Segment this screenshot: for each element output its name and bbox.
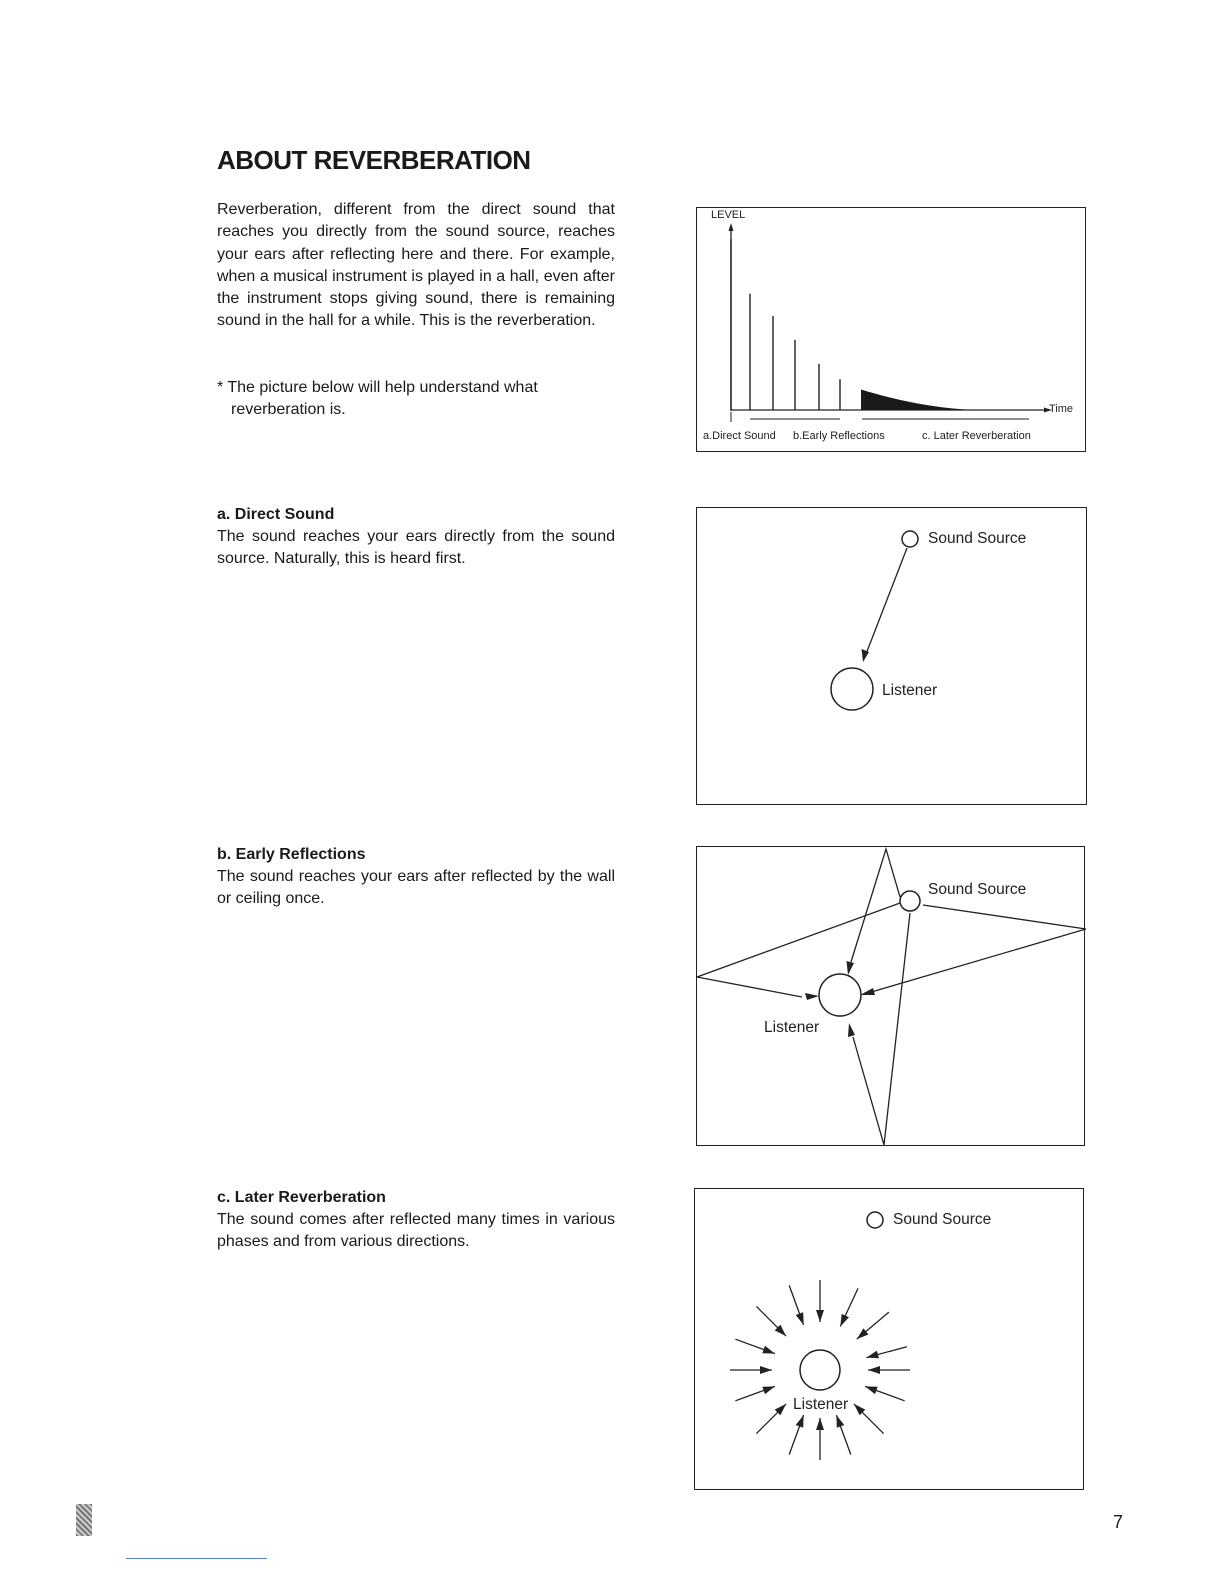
caption-early-reflections: b.Early Reflections: [793, 430, 885, 442]
note-text: * The picture below will help understand what reverberation is.: [217, 379, 538, 419]
scan-artifact: [76, 1504, 92, 1536]
arrow-bottom-icon: [848, 1023, 855, 1037]
right-wall-path: [868, 905, 1086, 993]
section-a-title: a. Direct Sound: [217, 506, 335, 523]
page-title: ABOUT REVERBERATION: [217, 145, 531, 175]
listener-label: Listener: [764, 1019, 820, 1036]
sound-source-label: Sound Source: [928, 530, 1027, 547]
arrow-right-icon: [860, 988, 875, 995]
arrow-left-icon: [805, 993, 819, 1000]
y-axis-label: LEVEL: [711, 209, 746, 221]
sound-source-icon: [902, 531, 918, 547]
footer-rule: [126, 1558, 267, 1559]
sound-source-label: Sound Source: [893, 1211, 992, 1228]
later-reverberation-diagram: [694, 1188, 1084, 1490]
listener-label: Listener: [793, 1396, 849, 1413]
sound-source-icon: [900, 891, 920, 911]
arrowhead-icon: [866, 1351, 879, 1359]
listener-icon: [819, 974, 861, 1016]
direct-sound-diagram: [696, 507, 1087, 805]
listener-icon: [800, 1350, 840, 1390]
arrowhead-icon: [796, 1415, 804, 1428]
level-time-chart: [696, 207, 1086, 452]
arrowhead-icon: [762, 1346, 775, 1354]
left-wall-path: [697, 903, 900, 997]
arrowhead-icon: [816, 1310, 824, 1322]
caption-later-reverberation: c. Later Reverberation: [922, 430, 1031, 442]
section-b-body: The sound reaches your ears after reflected by the wall or ceiling once.: [217, 868, 615, 908]
note-paragraph: [217, 377, 615, 422]
later-reverberation-svg: [695, 1189, 1085, 1491]
early-reflections-diagram: [696, 846, 1085, 1146]
arrowhead-icon: [836, 1415, 844, 1428]
arrowhead-icon: [840, 1314, 849, 1327]
later-reverberation-mark: [861, 390, 972, 411]
arrowhead-icon: [865, 1386, 878, 1394]
direct-path: [866, 548, 907, 654]
sound-source-icon: [867, 1212, 883, 1228]
arrowhead-icon: [760, 1366, 772, 1374]
section-c-title: c. Later Reverberation: [217, 1189, 386, 1206]
page-number: 7: [1112, 1512, 1123, 1532]
caption-direct-sound: a.Direct Sound: [703, 430, 776, 442]
floor-path: [853, 913, 910, 1145]
y-axis-arrow-icon: [729, 223, 734, 231]
arrow-top-icon: [847, 961, 855, 975]
section-a-body: The sound reaches your ears directly from the sound source. Naturally, this is heard first.: [217, 528, 615, 568]
chart-bars: [731, 239, 840, 410]
arrowhead-icon: [816, 1418, 824, 1430]
section-b-title: b. Early Reflections: [217, 846, 366, 863]
early-reflections-svg: [697, 847, 1086, 1147]
intro-paragraph: Reverberation, different from the direct sound that reaches you directly from the sound source, reaches your ears after reflecting here and there. For example, when a musical instrument is played in a hall, even after the instrument stops giving sound, there is remaining sound in the hall for a while. This is the reverberation.: [217, 201, 615, 330]
level-chart-svg: [697, 208, 1087, 453]
arrowhead-icon: [762, 1386, 775, 1394]
listener-icon: [831, 668, 873, 710]
arrowhead-icon: [868, 1366, 880, 1374]
listener-label: Listener: [882, 682, 938, 699]
section-c-body: The sound comes after reflected many times in various phases and from various directions.: [217, 1211, 615, 1251]
direct-sound-svg: [697, 508, 1088, 806]
converging-arrows: [730, 1280, 910, 1460]
x-axis-label: Time: [1049, 403, 1074, 415]
arrowhead-icon: [796, 1312, 804, 1325]
sound-source-label: Sound Source: [928, 881, 1027, 898]
